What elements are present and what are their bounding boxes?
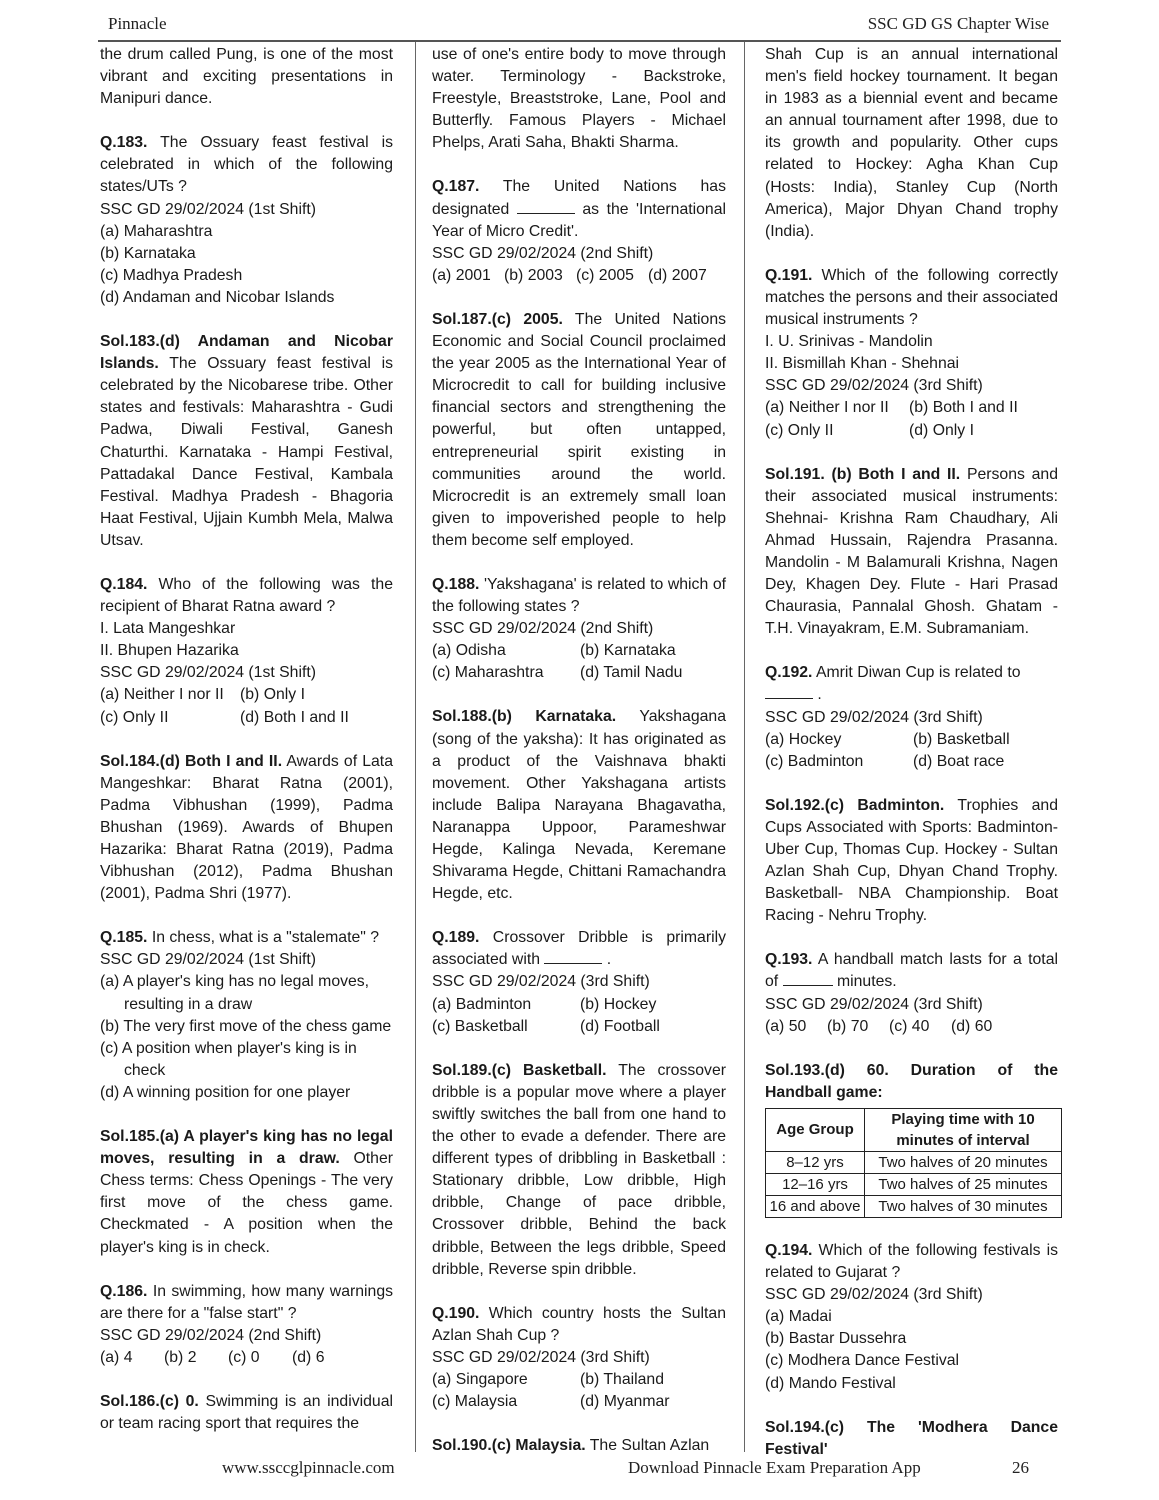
question-source: SSC GD 29/02/2024 (1st Shift) (100, 200, 316, 218)
column-1 (100, 44, 393, 1435)
options-row: (a) Odisha (b) Karnataka (432, 642, 676, 660)
handball-duration-table (765, 1108, 1062, 1218)
header-brand: Pinnacle (108, 14, 167, 33)
question-183: Q.183. The Ossuary feast festival is celebrated in which of the following states/UTs ? (100, 134, 393, 196)
header-title: SSC GD GS Chapter Wise (867, 14, 1049, 33)
option-d: (d) Mando Festival (765, 1374, 896, 1392)
table-header-time: Playing time with 10 minutes of interval (865, 1108, 1062, 1151)
answer-blank-line: . (765, 684, 1058, 706)
option-d: (d) Andaman and Nicobar Islands (100, 288, 335, 306)
table-row: 16 and above Two halves of 30 minutes (766, 1195, 1062, 1217)
question-191: Q.191. Which of the following correctly matches the persons and their associated musical instruments ? (765, 266, 1059, 329)
question-source: SSC GD 29/02/2024 (1st Shift) (100, 951, 316, 969)
options-row: (a) Neither I nor II (b) Both I and II (765, 399, 1018, 417)
column-2 (432, 44, 726, 1457)
question-source: SSC GD 29/02/2024 (3rd Shift) (765, 377, 983, 395)
options-row: (a) Badminton (b) Hockey (432, 995, 657, 1013)
header-rule (98, 40, 1061, 42)
question-188: Q.188. 'Yakshagana' is related to which of the following states ? (432, 575, 726, 616)
solution-192: Sol.192.(c) Badminton. Trophies and Cups Associated with Sports: Badminton- Uber Cup, Thomas Cup. Hockey - Sultan Azlan Shah Cup, Dhyan Chand Trophy. Basketball- NBA Championship. Boat Racing - Nehru Trophy. (765, 796, 1059, 925)
continued-text: the drum called Pung, is one of the most vibrant and exciting presentations in Manipuri dance. (100, 46, 393, 108)
solution-186: Sol.186.(c) 0. Swimming is an individual or team racing sport that requires the (100, 1392, 393, 1433)
options-row: (c) Only II (d) Only I (765, 421, 974, 439)
option-b: (b) The very first move of the chess game (100, 1017, 392, 1035)
page-number: 26 (1012, 1458, 1029, 1477)
option-d: (d) A winning position for one player (100, 1083, 351, 1101)
option-a: (a) Maharashtra (100, 222, 213, 240)
continued-text: use of one's entire body to move through water. Terminology - Backstroke, Freestyle, Breaststroke, Lane, Pool and Butterfly. Famous Players - Michael Phelps, Arati Saha, Bhakti Sharma. (432, 46, 726, 152)
column-divider-2 (744, 42, 745, 1452)
answer-blank (544, 949, 602, 964)
table-row: 12–16 yrs Two halves of 25 minutes (766, 1173, 1062, 1195)
answer-blank (517, 199, 575, 214)
statement-2: II. Bhupen Hazarika (100, 642, 239, 660)
footer-app-promo: Download Pinnacle Exam Preparation App (628, 1458, 921, 1477)
statement-2: II. Bismillah Khan - Shehnai (765, 355, 960, 373)
question-194: Q.194. Which of the following festivals is related to Gujarat ? (765, 1241, 1059, 1282)
question-source: SSC GD 29/02/2024 (1st Shift) (100, 664, 316, 682)
solution-190: Sol.190.(c) Malaysia. The Sultan Azlan (432, 1437, 710, 1455)
question-184: Q.184. Who of the following was the recipient of Bharat Ratna award ? (100, 575, 393, 616)
continued-text: Shah Cup is an annual international men's field hockey tournament. It began in 1983 as a biennial event and became an annual tournament after 1998, due to its growth and popularity. Other cups related to Hockey: Agha Khan Cup (Hosts: India), Stanley Cup (North America), Major Dhyan Chand trophy (India). (765, 46, 1058, 240)
option-a: (a) A player's king has no legal moves, resulting in a draw (100, 973, 370, 1013)
options-row: (a) Singapore (b) Thailand (432, 1370, 665, 1388)
option-a: (a) Madai (765, 1308, 832, 1326)
option-b: (b) Bastar Dussehra (765, 1330, 907, 1348)
options-row: (c) Maharashtra (d) Tamil Nadu (432, 664, 683, 682)
options-row: (c) Badminton (d) Boat race (765, 752, 1005, 770)
statement-1: I. Lata Mangeshkar (100, 620, 236, 638)
question-189: Q.189. Crossover Dribble is primarily associated with . (432, 929, 727, 969)
question-185: Q.185. In chess, what is a "stalemate" ? (100, 929, 380, 947)
answer-blank (783, 971, 833, 986)
option-c: (c) Modhera Dance Festival (765, 1352, 960, 1370)
question-source: SSC GD 29/02/2024 (3rd Shift) (765, 995, 983, 1013)
question-193: Q.193. A handball match lasts for a total of minutes. (765, 951, 1058, 991)
solution-187: Sol.187.(c) 2005. The United Nations Economic and Social Council proclaimed the year 2005 as the International Year of Microcredit to call for building inclusive financial sectors and strengthening the powerful, but often untapped, entrepreneurial spirit existing in communities around the world. Microcredit is an extremely small loan given to impoverished people to help them become self employed. (432, 310, 727, 549)
footer-website[interactable]: www.ssccglpinnacle.com (222, 1458, 395, 1477)
question-source: SSC GD 29/02/2024 (3rd Shift) (765, 708, 983, 726)
question-187: Q.187. The United Nations has designated as the 'International Year of Micro Credit'. (432, 178, 727, 240)
statement-1: I. U. Srinivas - Mandolin (765, 333, 933, 351)
solution-185: Sol.185.(a) A player's king has no legal moves, resulting in a draw. Other Chess terms: Chess Openings - The very first move of the chess game. Checkmated - A position when the player's king is in check. (100, 1128, 394, 1256)
options-row: (a) Hockey (b) Basketball (765, 730, 1010, 748)
question-source: SSC GD 29/02/2024 (3rd Shift) (432, 973, 650, 991)
answer-blank (765, 684, 813, 699)
option-b: (b) Karnataka (100, 244, 196, 262)
option-c: (c) A position when player's king is in check (100, 1039, 357, 1079)
question-source: SSC GD 29/02/2024 (2nd Shift) (100, 1326, 322, 1344)
options-row: (c) Only II (d) Both I and II (100, 708, 349, 726)
solution-189: Sol.189.(c) Basketball. The crossover dribble is a popular move where a player swiftly switches the ball from one hand to the other to evade a defender. There are different types of dribbling in Basketball : Stationary dribble, Low dribble, High dribble, Change of pace dribble, Crossover dribble, Behind the back dribble, Between the legs dribble, Speed dribble, Reverse spin dribble. (432, 1061, 726, 1278)
solution-193: Sol.193.(d) 60. Duration of the Handball game: (765, 1061, 1058, 1101)
question-186: Q.186. In swimming, how many warnings are there for a "false start" ? (100, 1282, 393, 1322)
solution-183: Sol.183.(d) Andaman and Nicobar Islands. The Ossuary feast festival is celebrated by the Nicobarese tribe. Other states and festivals: Maharashtra - Gudi Padwa, Diwali Festival, Ganesh Chaturthi. Karnataka - Hampi Festival, Pattadakal Dance Festival, Kambala Festival. Madhya Pradesh - Bhagoria Haat Festival, Ujjain Kumbh Mela, Malwa Utsav. (100, 333, 393, 549)
question-190: Q.190. Which country hosts the Sultan Azlan Shah Cup ? (432, 1304, 726, 1344)
options-row: (c) Basketball (d) Football (432, 1017, 660, 1035)
column-divider-1 (415, 42, 416, 1452)
question-source: SSC GD 29/02/2024 (2nd Shift) (432, 244, 654, 262)
table-row: 8–12 yrs Two halves of 20 minutes (766, 1151, 1062, 1173)
options-row: (a) Neither I nor II (b) Only I (100, 686, 305, 704)
solution-184: Sol.184.(d) Both I and II. Awards of Lata Mangeshkar: Bharat Ratna (2001), Padma Vibhushan (1999), Padma Bhushan (1969). Awards of Bhupen Hazarika: Bharat Ratna (2019), Padma Vibhushan (2012), Padma Bhushan (2001), Padma Shri (1977). (100, 752, 393, 903)
options-row: (a) 2001 (b) 2003 (c) 2005 (d) 2007 (432, 266, 707, 284)
question-source: SSC GD 29/02/2024 (2nd Shift) (432, 620, 654, 638)
question-source: SSC GD 29/02/2024 (3rd Shift) (432, 1348, 650, 1366)
solution-188: Sol.188.(b) Karnataka. Yakshagana (song of the yaksha): It has originated as a product of the Vaishnava bhakti movement. Other Yakshagana artists include Balipa Narayana Bhagavatha, Naranappa Uppoor, Parameshwar Hegde, Kalinga Nevada, Keremane Shivarama Hegde, Chittani Ramachandra Hegde, etc. (432, 708, 726, 903)
solution-194: Sol.194.(c) The 'Modhera Dance Festival' (765, 1418, 1058, 1458)
options-row: (c) Malaysia (d) Myanmar (432, 1393, 670, 1411)
options-row: (a) 4 (b) 2 (c) 0 (d) 6 (100, 1348, 325, 1366)
solution-191: Sol.191. (b) Both I and II. Persons and their associated musical instruments: Shehnai- Krishna Ram Chaudhary, Ali Ahmad Hussain, Rajendra Prasanna. Mandolin - M Balamurali Krishna, Nagen Dey, Khagen Dey. Flute - Hari Prasad Chaurasia, Pannalal Ghosh. Ghatam - T.H. Vinayakram, E.M. Subramaniam. (765, 465, 1059, 638)
column-3 (765, 44, 1058, 1461)
question-192: Q.192. Amrit Diwan Cup is related to (765, 664, 1021, 682)
table-header-age: Age Group (766, 1108, 865, 1151)
question-source: SSC GD 29/02/2024 (3rd Shift) (765, 1286, 983, 1304)
table-header-row (766, 1108, 1062, 1151)
option-c: (c) Madhya Pradesh (100, 266, 243, 284)
options-row: (a) 50 (b) 70 (c) 40 (d) 60 (765, 1017, 993, 1035)
